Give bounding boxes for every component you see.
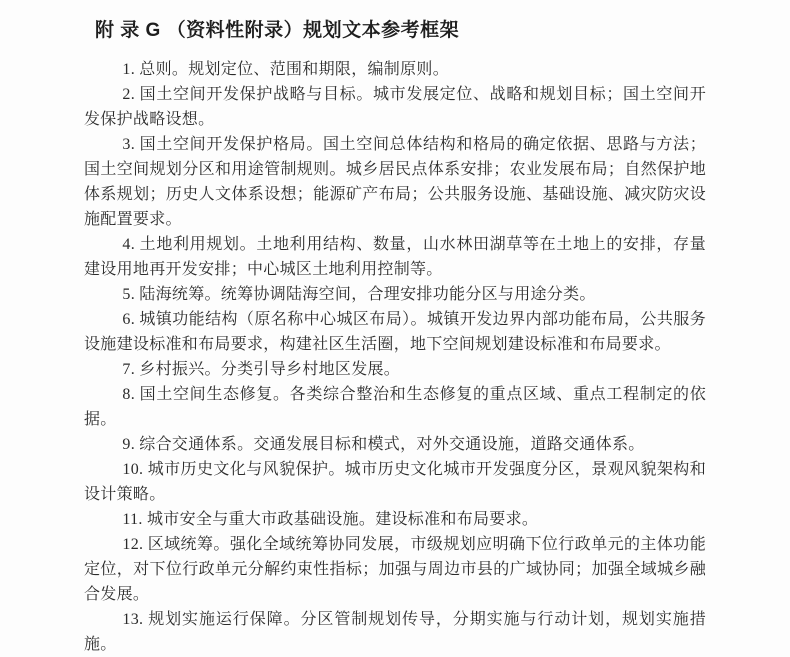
framework-item-7: 7. 乡村振兴。分类引导乡村地区发展。 (122, 361, 401, 378)
framework-item-6: 6. 城镇功能结构（原名称中心城区布局）。城镇开发边界内部功能布局，公共服务设施建设标准和布局要求，构建社区生活圈，地下空间规划建设标准和布局要求。 (84, 311, 706, 353)
framework-item-3: 3. 国土空间开发保护格局。国土空间总体结构和格局的确定依据、思路与方法；国土空间规划分区和用途管制规则。城乡居民点体系安排；农业发展布局；自然保护地体系规划；历史人文体系设想；能源矿产布局；公共服务设施、基础设施、减灾防灾设施配置要求。 (84, 136, 706, 228)
framework-item-4: 4. 土地利用规划。土地利用结构、数量，山水林田湖草等在土地上的安排，存量建设用地再开发安排；中心城区土地利用控制等。 (84, 236, 706, 278)
appendix-body (84, 57, 706, 657)
framework-item-8: 8. 国土空间生态修复。各类综合整治和生态修复的重点区域、重点工程制定的依据。 (84, 386, 706, 428)
framework-item-10: 10. 城市历史文化与风貌保护。城市历史文化城市开发强度分区，景观风貌架构和设计策略。 (84, 461, 706, 503)
framework-item-5: 5. 陆海统筹。统筹协调陆海空间，合理安排功能分区与用途分类。 (122, 286, 596, 303)
appendix-title: 附 录 G （资料性附录）规划文本参考框架 (95, 20, 460, 41)
framework-item-1: 1. 总则。规划定位、范围和期限，编制原则。 (122, 61, 449, 78)
framework-item-9: 9. 综合交通体系。交通发展目标和模式，对外交通设施，道路交通体系。 (122, 436, 645, 453)
framework-item-13: 13. 规划实施运行保障。分区管制规划传导，分期实施与行动计划，规划实施措施。 (84, 611, 706, 653)
framework-item-11: 11. 城市安全与重大市政基础设施。建设标准和布局要求。 (122, 511, 539, 528)
framework-item-12: 12. 区域统筹。强化全域统筹协同发展，市级规划应明确下位行政单元的主体功能定位，对下位行政单元分解约束性指标；加强与周边市县的广域协同；加强全域城乡融合发展。 (84, 536, 706, 603)
framework-item-2: 2. 国土空间开发保护战略与目标。城市发展定位、战略和规划目标；国土空间开发保护战略设想。 (84, 86, 706, 128)
